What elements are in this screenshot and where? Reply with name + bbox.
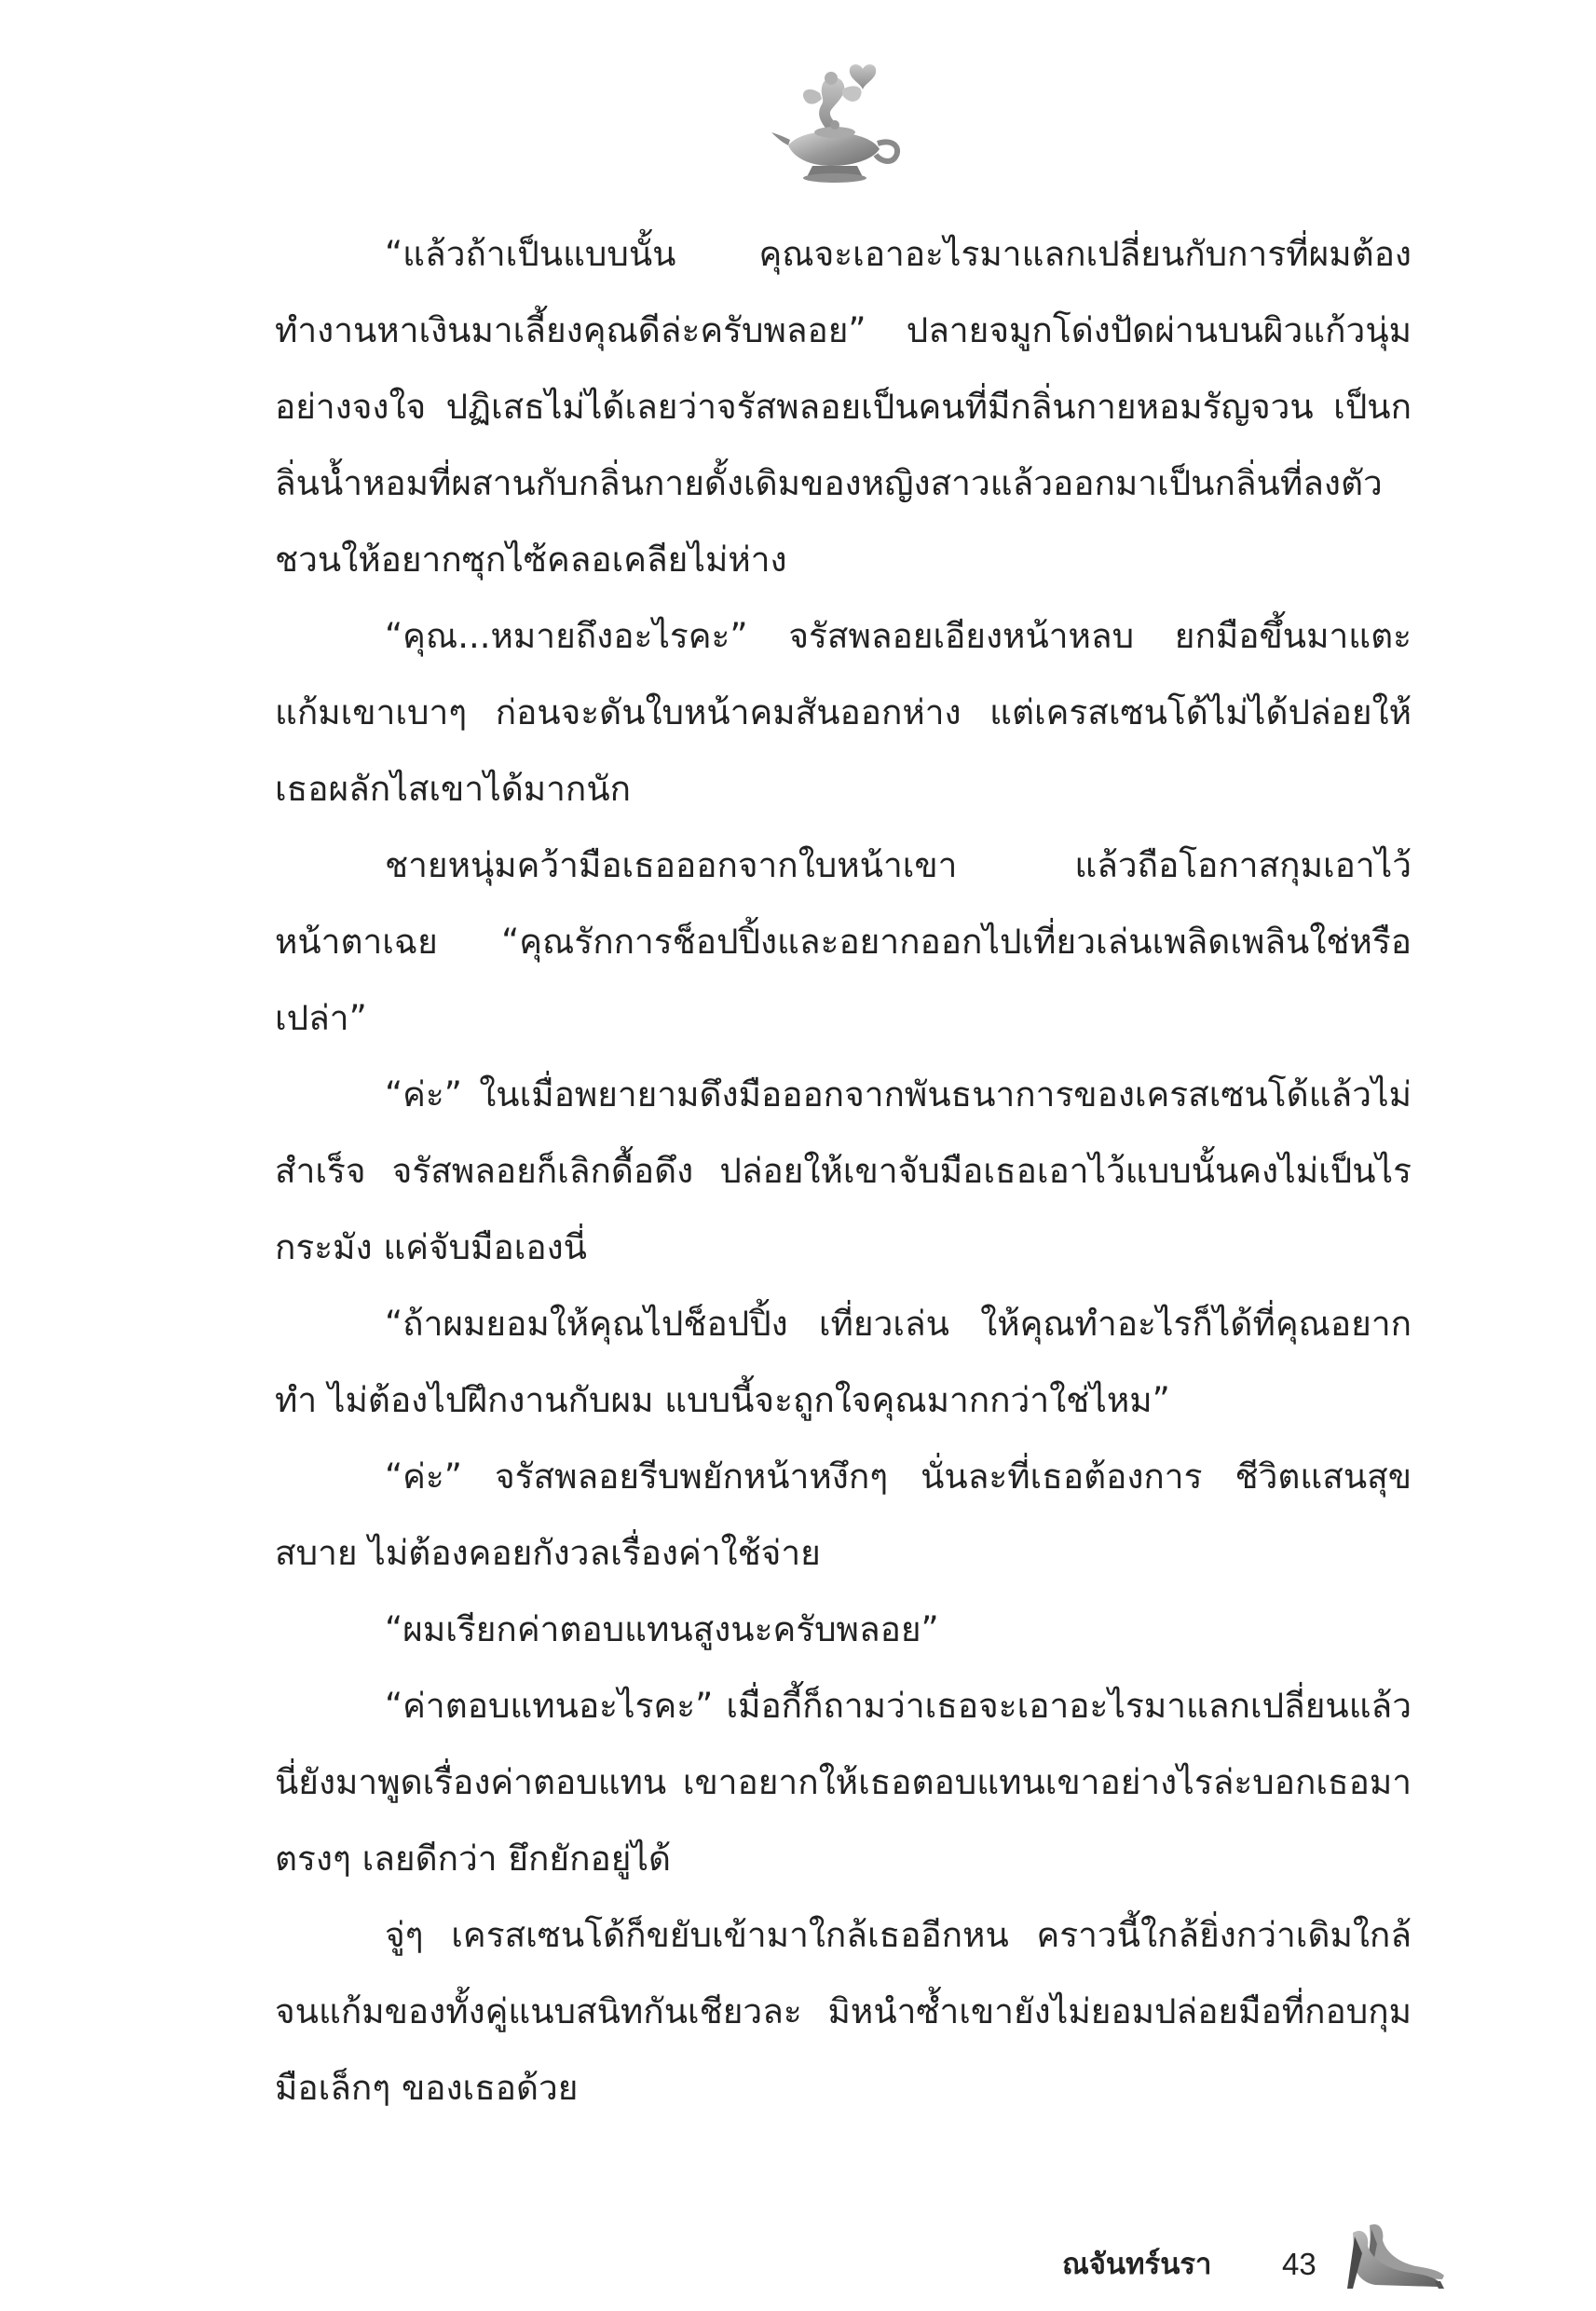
paragraph: “ค่าตอบแทนอะไรคะ” เมื่อกี้ก็ถามว่าเธอจะเอาอะไรมาแลกเปลี่ยนแล้วนี่ยังมาพูดเรื่องค่าตอบแทน เขาอยากให้เธอตอบแทนเขาอย่างไรล่ะบอกเธอมาตรงๆ เลยดีกว่า ยึกยักอยู่ได้ [275, 1686, 1412, 1879]
high-heel-shoes-icon [1342, 2216, 1453, 2290]
paragraph: “ค่ะ” จรัสพลอยรีบพยักหน้าหงึกๆ นั่นละที่เธอต้องการ ชีวิตแสนสุขสบาย ไม่ต้องคอยกังวลเรื่องค่าใช้จ่าย [275, 1456, 1412, 1573]
page-number: 43 [1282, 2247, 1316, 2281]
paragraph: “ค่ะ” ในเมื่อพยายามดึงมือออกจากพันธนาการของเครสเซนโด้แล้วไม่สำเร็จ จรัสพลอยก็เลิกดื้อดึง ปล่อยให้เขาจับมือเธอเอาไว้แบบนั้นคงไม่เป็นไรกระมัง แค่จับมือเองนี่ [275, 1074, 1412, 1267]
paragraph: “คุณ...หมายถึงอะไรคะ” จรัสพลอยเอียงหน้าหลบ ยกมือขึ้นมาแตะแก้มเขาเบาๆ ก่อนจะดันใบหน้าคมสันออกห่าง แต่เครสเซนโด้ไม่ได้ปล่อยให้เธอผลักไสเขาได้มากนัก [275, 616, 1412, 809]
genie-lamp-with-fairy-icon [770, 56, 909, 191]
paragraph: จู่ๆ เครสเซนโด้ก็ขยับเข้ามาใกล้เธออีกหน คราวนี้ใกล้ยิ่งกว่าเดิมใกล้จนแก้มของทั้งคู่แนบสนิทกันเชียวละ มิหนำซ้ำเขายังไม่ยอมปล่อยมือที่กอบกุมมือเล็กๆ ของเธอด้วย [275, 1915, 1412, 2108]
paragraph: “แล้วถ้าเป็นแบบนั้น คุณจะเอาอะไรมาแลกเปลี่ยนกับการที่ผมต้องทำงานหาเงินมาเลี้ยงคุณดีล่ะครับพลอย” ปลายจมูกโด่งปัดผ่านบนผิวแก้วนุ่มอย่างจงใจ ปฏิเสธไม่ได้เลยว่าจรัสพลอยเป็นคนที่มีกลิ่นกายหอมรัญจวน เป็นกลิ่นน้ำหอมที่ผสานกับกลิ่นกายดั้งเดิมของหญิงสาวแล้วออกมาเป็นกลิ่นที่ลงตัว ชวนให้อยากซุกไซ้คลอเคลียไม่ห่าง [275, 234, 1412, 580]
paragraph: “ถ้าผมยอมให้คุณไปช็อปปิ้ง เที่ยวเล่น ให้คุณทำอะไรก็ได้ที่คุณอยากทำ ไม่ต้องไปฝึกงานกับผม แบบนี้จะถูกใจคุณมากกว่าใช่ไหม” [275, 1304, 1412, 1420]
paragraph: ชายหนุ่มคว้ามือเธอออกจากใบหน้าเขา แล้วถือโอกาสกุมเอาไว้หน้าตาเฉย “คุณรักการช็อปปิ้งและอยากออกไปเที่ยวเล่นเพลิดเพลินใช่หรือเปล่า” [275, 845, 1412, 1038]
author-name: ณจันทร์นรา [1062, 2248, 1212, 2281]
page-footer [1062, 2236, 1453, 2302]
paragraph: “ผมเรียกค่าตอบแทนสูงนะครับพลอย” [385, 1609, 939, 1649]
story-text [275, 216, 1412, 2126]
